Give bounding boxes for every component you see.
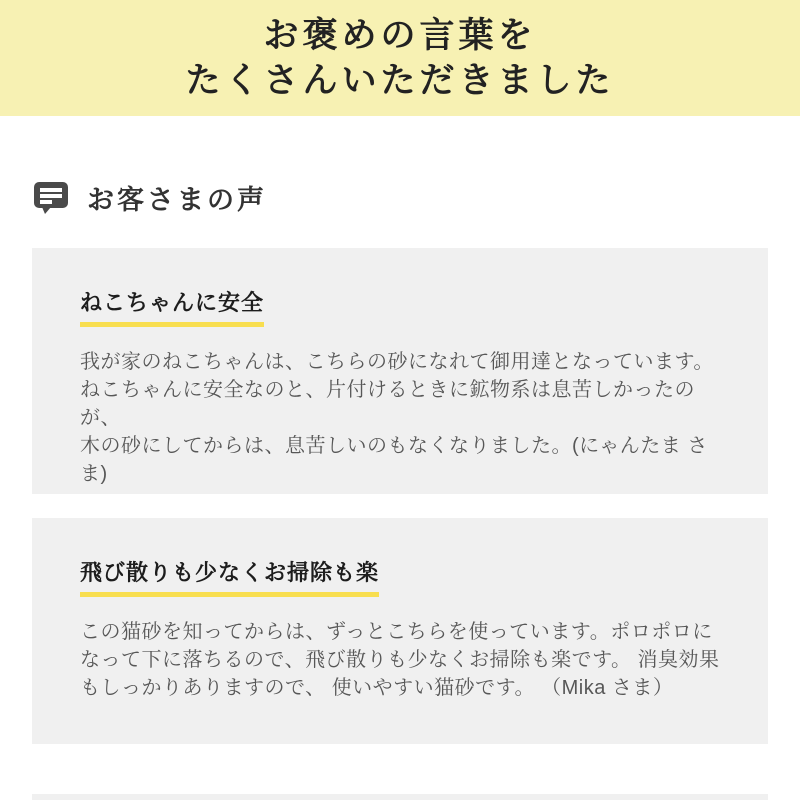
review-card-2 [32,518,768,744]
review-body [80,348,720,488]
review-text-line: ねこちゃんに安全なのと、片付けるときに鉱物系は息苦しかったのが、 [80,379,695,429]
section-header [33,178,800,217]
review-text-line: 我が家のねこちゃんは、こちらの砂になれて御用達となっています。 [80,351,714,373]
review-title: ねこちゃんに安全 [80,286,264,327]
review-title: 飛び散りも少なくお掃除も楽 [80,556,379,597]
speech-bubble-icon [33,181,69,215]
next-review-card-peek [32,794,768,800]
section-title: お客さまの声 [87,185,267,215]
review-text-line: この猫砂を知ってからは、ずっとこちらを使っています。ポロポロに [80,621,713,643]
banner-line-2: たくさんいただきました [185,61,615,100]
review-text-line: なって下に落ちるので、飛び散りも少なくお掃除も楽です。 消臭効果 [80,649,720,671]
review-card-1 [32,248,768,494]
praise-banner [0,0,800,116]
banner-line-1: お褒めの言葉を [263,16,537,55]
review-text-line: もしっかりありますので、 使いやすい猫砂です。 （Mika さま） [80,677,674,699]
review-body [80,618,720,702]
review-text-line: 木の砂にしてからは、息苦しいのもなくなりました。(にゃんたま さま) [80,435,708,485]
